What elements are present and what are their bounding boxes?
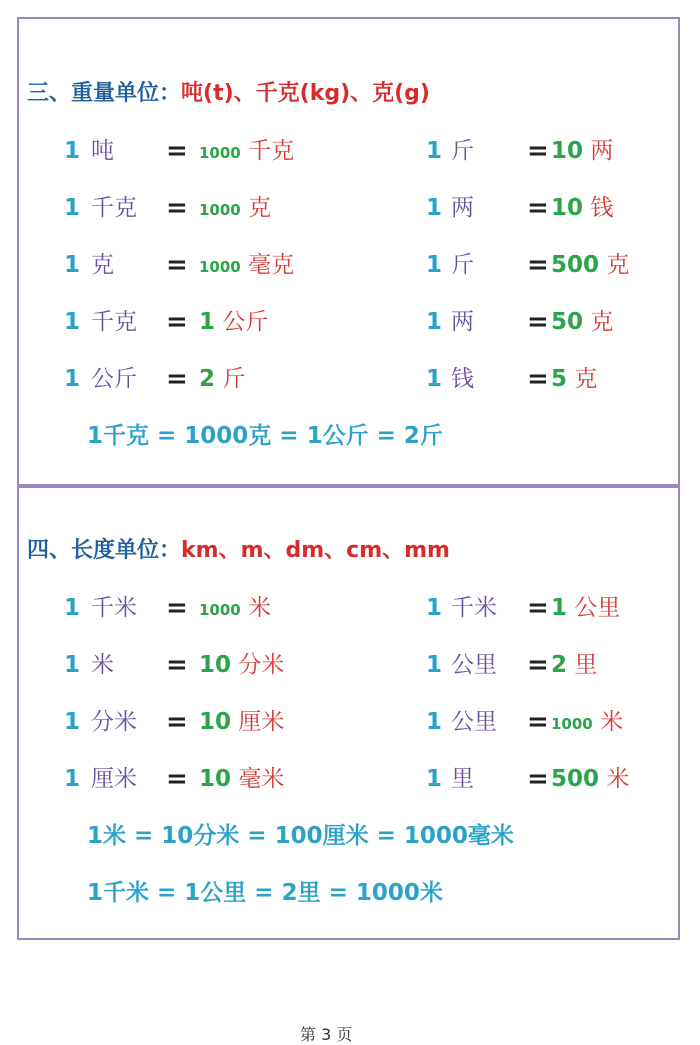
- result-unit: 克: [606, 252, 630, 278]
- right-unit: 斤: [451, 138, 474, 164]
- left-quantity: 1: [64, 709, 81, 735]
- left-quantity: 1: [64, 195, 81, 221]
- equals-sign: =: [166, 307, 188, 337]
- result-unit: 米: [606, 766, 630, 792]
- result-value: 2: [551, 652, 568, 678]
- result-value: 10: [551, 138, 584, 164]
- result-unit: 毫米: [238, 766, 285, 792]
- left-result: [199, 645, 284, 685]
- section-heading: [27, 74, 430, 114]
- result-value: 1000: [199, 144, 241, 162]
- section-heading: [27, 531, 450, 571]
- right-quantity: 1: [426, 195, 443, 221]
- conversion-table: [19, 131, 678, 473]
- result-unit: 分米: [238, 652, 285, 678]
- conversion-row: [19, 188, 678, 245]
- right-unit: 千米: [451, 595, 497, 621]
- right-unit: 斤: [451, 252, 474, 278]
- worksheet-frame: [17, 17, 680, 940]
- left-result: [199, 245, 294, 285]
- result-value: 1000: [199, 201, 241, 219]
- conversion-row: [19, 759, 678, 816]
- left-quantity: 1: [64, 595, 81, 621]
- section-divider: [19, 484, 678, 488]
- conversion-row: [19, 302, 678, 359]
- equals-sign: =: [527, 136, 549, 166]
- right-quantity: 1: [426, 766, 443, 792]
- result-value: 5: [551, 366, 568, 392]
- left-unit: 吨: [91, 138, 114, 164]
- left-unit: 厘米: [91, 766, 137, 792]
- left-quantity: 1: [64, 309, 81, 335]
- left-unit: 千克: [91, 195, 137, 221]
- result-value: 1: [551, 595, 568, 621]
- result-unit: 公里: [574, 595, 621, 621]
- left-result: [199, 359, 245, 399]
- right-unit: 两: [451, 309, 474, 335]
- conversion-row: [19, 245, 678, 302]
- left-result: [199, 302, 268, 342]
- equals-sign: =: [527, 250, 549, 280]
- equals-sign: =: [166, 707, 188, 737]
- equals-sign: =: [166, 136, 188, 166]
- right-quantity: 1: [426, 366, 443, 392]
- section-title: 三、重量单位：: [27, 81, 182, 106]
- conversion-row: [19, 359, 678, 416]
- right-quantity: 1: [426, 138, 443, 164]
- result-value: 1000: [551, 715, 593, 733]
- right-unit: 公里: [451, 709, 497, 735]
- conversion-table: [19, 588, 678, 930]
- result-value: 50: [551, 309, 584, 335]
- conversion-row: [19, 588, 678, 645]
- result-value: 10: [199, 709, 232, 735]
- result-unit: 克: [248, 195, 272, 221]
- right-unit: 里: [451, 766, 474, 792]
- left-quantity: 1: [64, 138, 81, 164]
- result-value: 10: [551, 195, 584, 221]
- equals-sign: =: [527, 364, 549, 394]
- equals-sign: =: [527, 193, 549, 223]
- equals-sign: =: [166, 364, 188, 394]
- result-unit: 克: [590, 309, 614, 335]
- summary-line: 1千米 = 1公里 = 2里 = 1000米: [87, 880, 443, 906]
- left-unit: 克: [91, 252, 114, 278]
- equals-sign: =: [166, 193, 188, 223]
- section-units: 吨(t)、千克(kg)、克(g): [181, 81, 430, 106]
- result-unit: 米: [600, 709, 624, 735]
- result-value: 10: [199, 652, 232, 678]
- result-unit: 千克: [248, 138, 295, 164]
- result-unit: 厘米: [238, 709, 285, 735]
- right-result: [551, 245, 629, 285]
- right-result: [551, 302, 613, 342]
- left-result: [199, 131, 294, 171]
- right-result: [551, 588, 620, 628]
- right-result: [551, 188, 613, 228]
- result-unit: 斤: [222, 366, 246, 392]
- section-title: 四、长度单位：: [27, 538, 182, 563]
- result-unit: 里: [574, 652, 598, 678]
- page-number: 第 3 页: [300, 1025, 353, 1044]
- equals-sign: =: [527, 764, 549, 794]
- summary-line: 1米 = 10分米 = 100厘米 = 1000毫米: [87, 823, 514, 849]
- right-quantity: 1: [426, 252, 443, 278]
- right-result: [551, 702, 623, 742]
- right-quantity: 1: [426, 309, 443, 335]
- result-value: 10: [199, 766, 232, 792]
- conversion-row: [19, 131, 678, 188]
- result-unit: 克: [574, 366, 598, 392]
- result-value: 1: [199, 309, 216, 335]
- equals-sign: =: [166, 250, 188, 280]
- equals-sign: =: [166, 650, 188, 680]
- left-quantity: 1: [64, 652, 81, 678]
- right-result: [551, 131, 613, 171]
- equals-sign: =: [527, 307, 549, 337]
- right-result: [551, 359, 597, 399]
- left-unit: 公斤: [91, 366, 137, 392]
- result-unit: 钱: [590, 195, 614, 221]
- equals-sign: =: [527, 593, 549, 623]
- result-unit: 米: [248, 595, 272, 621]
- left-unit: 千克: [91, 309, 137, 335]
- right-quantity: 1: [426, 595, 443, 621]
- summary-line: 1千克 = 1000克 = 1公斤 = 2斤: [87, 423, 443, 449]
- result-unit: 两: [590, 138, 614, 164]
- equals-sign: =: [166, 764, 188, 794]
- left-result: [199, 702, 284, 742]
- equals-sign: =: [166, 593, 188, 623]
- left-result: [199, 588, 271, 628]
- result-value: 1000: [199, 258, 241, 276]
- right-unit: 两: [451, 195, 474, 221]
- right-result: [551, 759, 629, 799]
- result-value: 1000: [199, 601, 241, 619]
- equals-sign: =: [527, 707, 549, 737]
- result-value: 500: [551, 252, 600, 278]
- result-value: 2: [199, 366, 216, 392]
- conversion-row: [19, 702, 678, 759]
- result-value: 500: [551, 766, 600, 792]
- left-quantity: 1: [64, 252, 81, 278]
- left-result: [199, 188, 271, 228]
- equals-sign: =: [527, 650, 549, 680]
- left-unit: 分米: [91, 709, 137, 735]
- right-unit: 公里: [451, 652, 497, 678]
- right-unit: 钱: [451, 366, 474, 392]
- left-quantity: 1: [64, 366, 81, 392]
- left-result: [199, 759, 284, 799]
- right-quantity: 1: [426, 652, 443, 678]
- left-unit: 米: [91, 652, 114, 678]
- left-unit: 千米: [91, 595, 137, 621]
- result-unit: 毫克: [248, 252, 295, 278]
- section-units: km、m、dm、cm、mm: [181, 538, 450, 563]
- result-unit: 公斤: [222, 309, 269, 335]
- conversion-row: [19, 645, 678, 702]
- left-quantity: 1: [64, 766, 81, 792]
- right-result: [551, 645, 597, 685]
- right-quantity: 1: [426, 709, 443, 735]
